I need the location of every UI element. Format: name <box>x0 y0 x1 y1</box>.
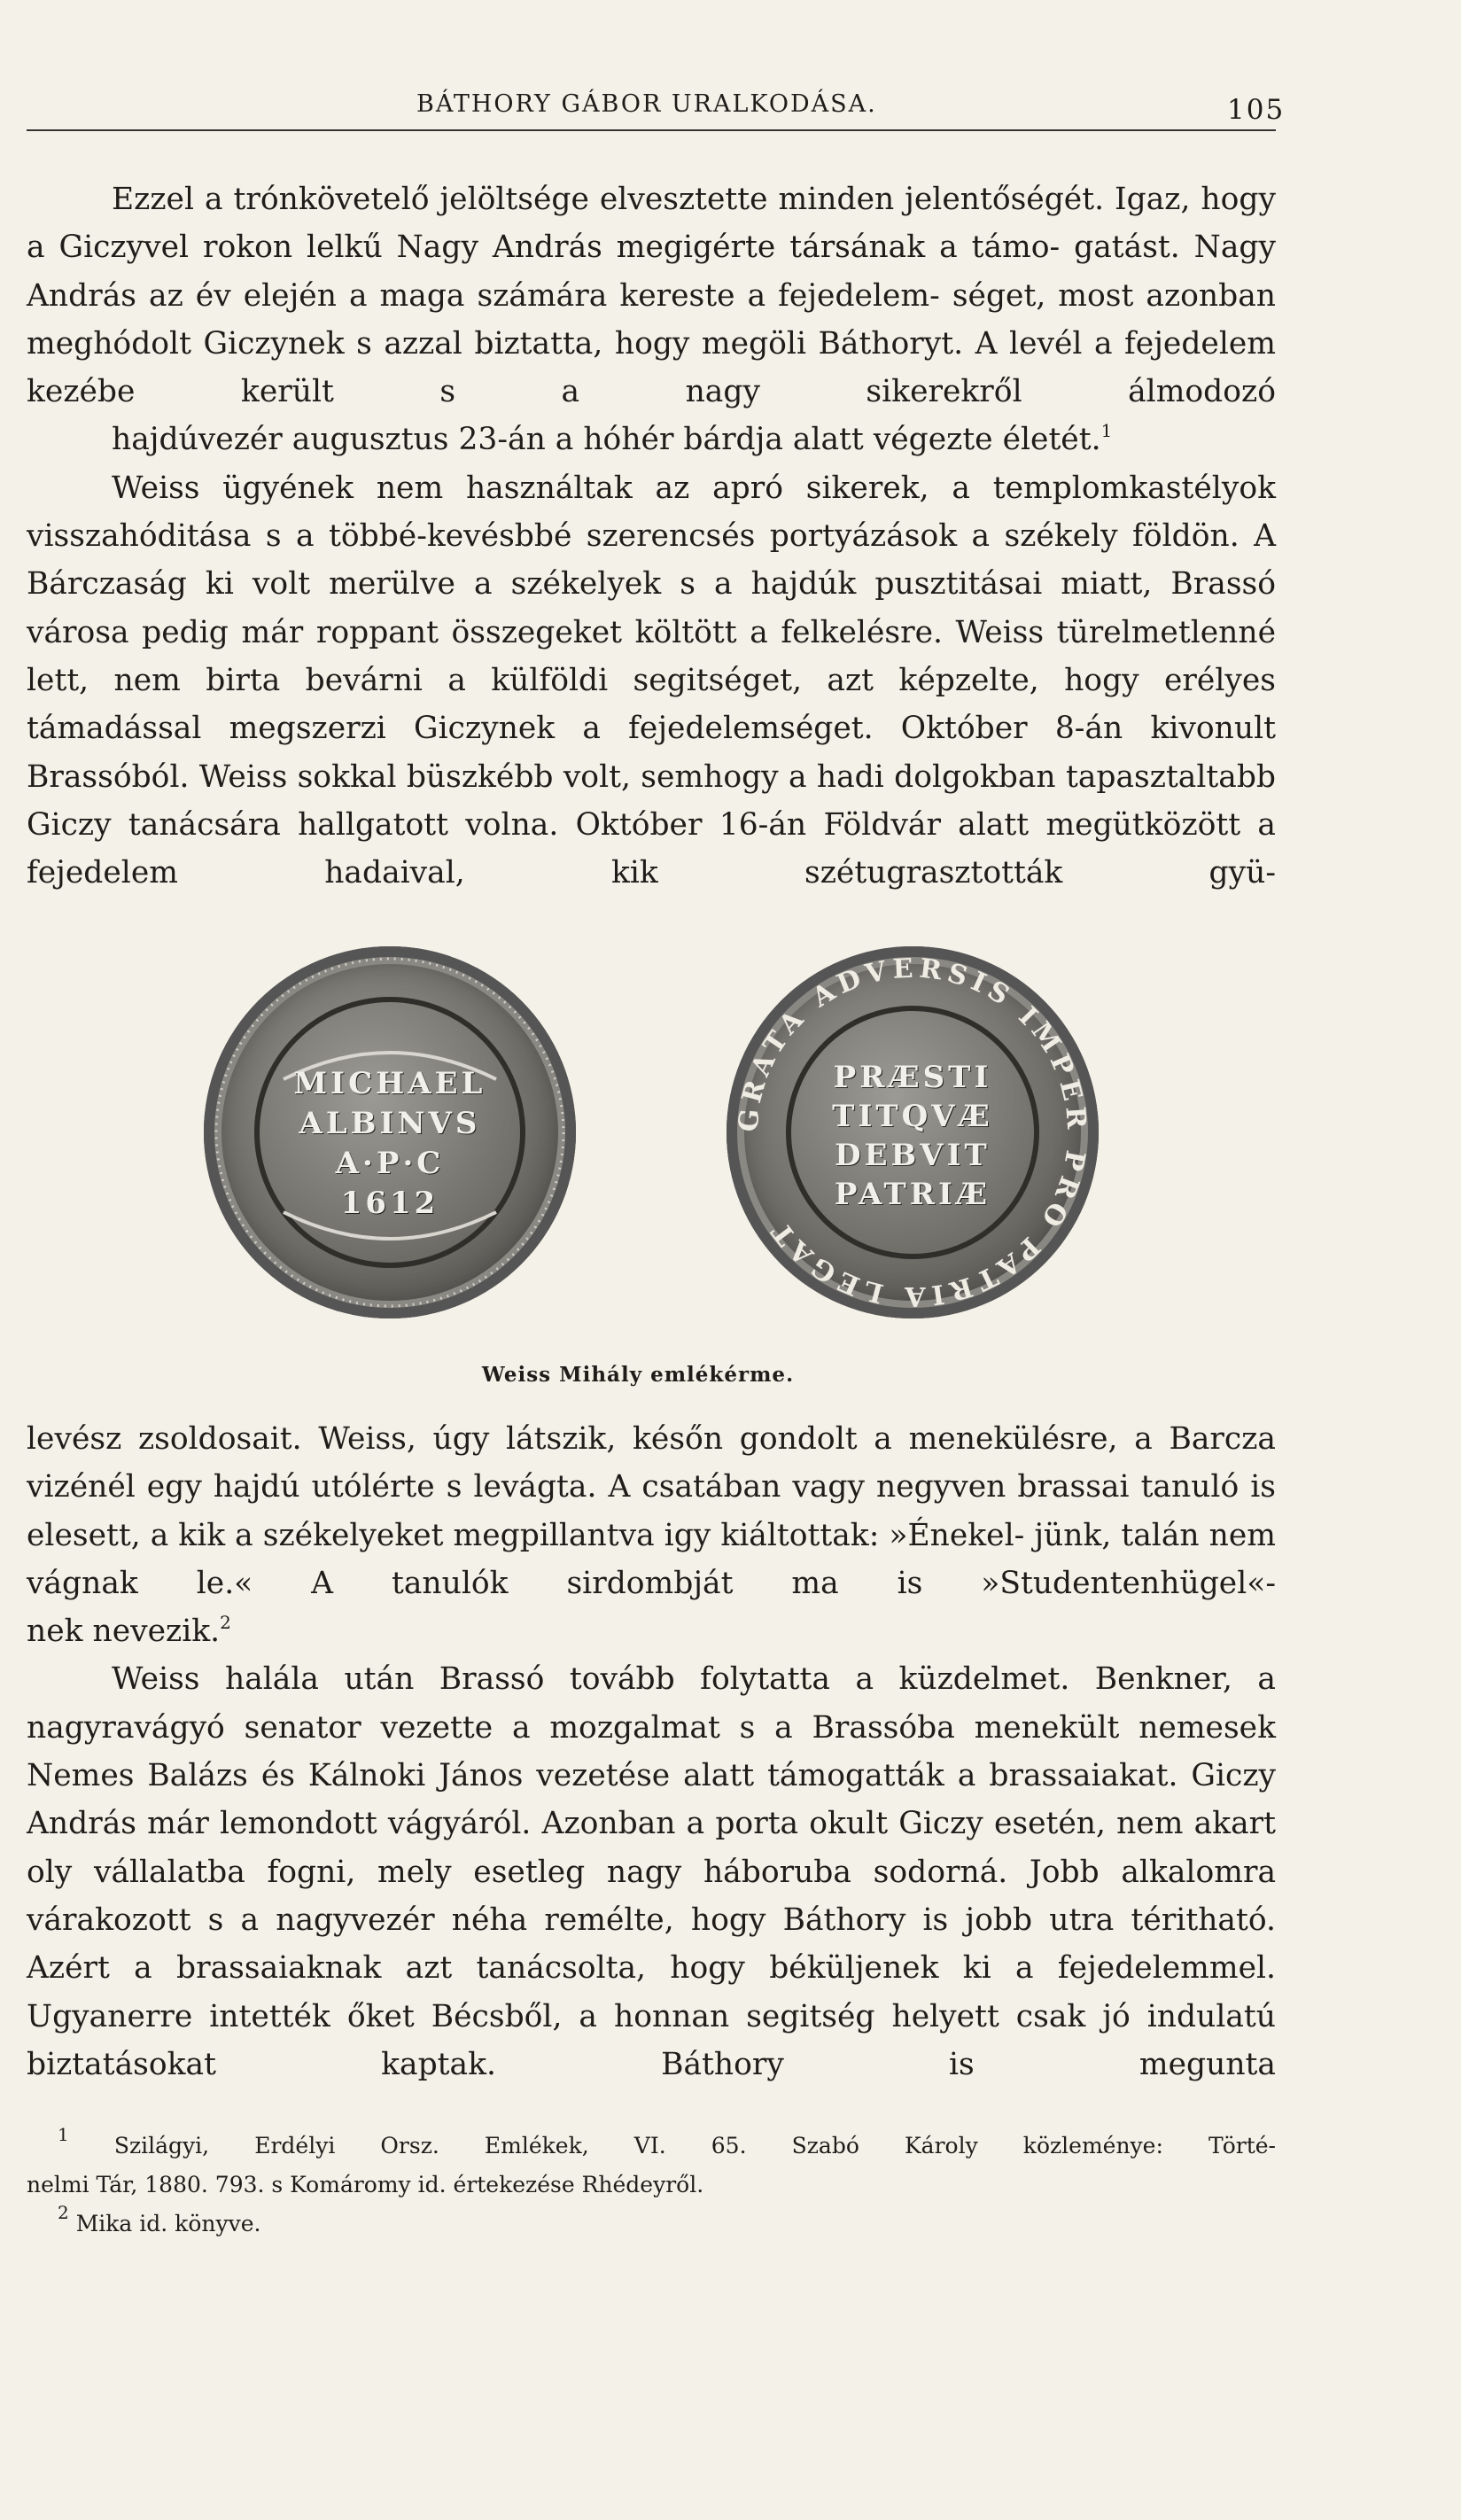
obverse-text-line: A·P·C <box>335 1146 445 1181</box>
footnote-mark: 1 <box>58 2124 69 2145</box>
text-line: jünk, talán nem vágnak le.« A tanulók sirdombját ma is »Studentenhügel«- <box>27 1517 1276 1601</box>
paragraph-3 <box>27 1415 1276 1655</box>
text-line: Ezzel a trónkövetelő jelöltsége elvesztette minden jelentőségét. Igaz, <box>112 182 1191 217</box>
footnote-1-continued <box>27 2166 1276 2205</box>
text-line: vizénél egy hajdú utólérte s levágta. A csatában vagy negyven brassai <box>27 1469 1130 1505</box>
paragraph-last-line <box>27 416 1276 463</box>
reverse-text-line: PRÆSTI <box>833 1060 992 1095</box>
text-line: hogy erélyes támadással megszerzi Giczynek a fejedelemséget. Október <box>27 662 1276 747</box>
text-line: Báthoryt. A levél a fejedelem kezébe került s a nagy sikerekről álmodozó <box>27 325 1276 410</box>
text-line: Weiss halála után Brassó tovább folytatta a küzdelmet. Benkner, a <box>112 1661 1276 1698</box>
paragraph-last-line <box>27 1607 1276 1655</box>
footnotes <box>27 2124 1277 2244</box>
text-line: hajdúvezér augusztus 23-án a hóhér bárdja alatt végezte életét. <box>112 422 1101 458</box>
text-line: hogy a Giczyvel rokon lelkű Nagy András megigérte társának a támo- <box>27 182 1276 266</box>
text-line: visszahóditása s a többé-kevésbbé szerencsés portyázások a székely földön. <box>27 518 1240 555</box>
footnote-2 <box>27 2202 1276 2244</box>
text-line: séget, most azonban meghódolt Giczynek s azzal biztatta, hogy megöli <box>27 277 1276 362</box>
paragraph-4 <box>27 1655 1276 2088</box>
paragraph-1 <box>27 175 1276 464</box>
text-line: nagyravágyó senator vezette a mozgalmat s a Brassóba menekült nemesek <box>27 1709 1276 1746</box>
paragraph-2 <box>27 464 1276 898</box>
reverse-text-line: DEBVIT <box>835 1138 991 1173</box>
text-line: Báthory is jobb utra téritható. Azért a brassaiaknak azt tanácsolta, hogy <box>27 1902 1276 1987</box>
obverse-text-line: MICHAEL <box>293 1066 486 1101</box>
text-line: esetén, nem akart oly vállalatba fogni, mely esetleg nagy háboruba <box>27 1806 1276 1890</box>
footnote-text: Mika id. könyve. <box>75 2211 261 2236</box>
footnote-text: Szilágyi, Erdélyi Orsz. Emlékek, VI. 65. Szabó Károly közleménye: Törté- <box>113 2133 1277 2158</box>
footnote-ref-1[interactable]: 1 <box>1100 420 1113 442</box>
text-line: Földvár alatt megütközött a fejedelem hadaival, kik szétugrasztották gyü- <box>27 806 1277 891</box>
text-line: türelmetlenné lett, nem birta bevárni a külföldi segitséget, azt képzelte, <box>27 614 1277 698</box>
obverse-text-line: 1612 <box>340 1186 439 1221</box>
text-block-bottom <box>27 1415 1276 2088</box>
text-line: Weiss ügyének nem használtak az apró sikerek, a templomkastélyok <box>112 470 1276 506</box>
obverse-text-line: ALBINVS <box>299 1106 481 1141</box>
running-title: BÁTHORY GÁBOR URALKODÁSA. <box>416 90 877 118</box>
text-line: sodorná. Jobb alkalomra várakozott s a nagyvezér néha remélte, hogy <box>27 1854 1277 1938</box>
running-head <box>27 82 1286 135</box>
medal-reverse-image <box>727 946 1099 1318</box>
footnote-1 <box>27 2124 1277 2166</box>
figure-caption: Weiss Mihály emlékérme. <box>481 1363 795 1387</box>
reverse-text-line: PATRIÆ <box>834 1177 991 1212</box>
text-line: Giczy András már lemondott vágyáról. Azonban a porta okult Giczy <box>27 1758 1277 1842</box>
footnote-ref-2[interactable]: 2 <box>220 1612 231 1634</box>
text-line: tanuló is elesett, a kik a székelyeket megpillantva igy kiáltottak: »Énekel- <box>27 1469 1277 1553</box>
medal-obverse-image <box>204 946 576 1318</box>
text-block-top <box>27 175 1276 897</box>
reverse-rim-inscription: GRATA ADVERSIS IMPER PRO PATRIA LEGAT <box>733 953 1092 1312</box>
header-rule <box>27 129 1276 131</box>
text-line: béküljenek ki a fejedelemmel. Ugyanerre intették őket Bécsből, a honnan <box>27 1950 1277 2034</box>
reverse-text-line: TITQVÆ <box>832 1099 993 1134</box>
text-line: dolgokban tapasztaltabb Giczy tanácsára hallgatott volna. Október 16-án <box>27 758 1277 843</box>
footnote-mark: 2 <box>58 2202 69 2223</box>
text-line: segitség helyett csak jó indulatú biztatásokat kaptak. Báthory is megunta <box>27 1998 1276 2082</box>
footnote-text: nelmi Tár, 1880. 793. s Komáromy id. értekezése Rhédeyről. <box>27 2172 704 2197</box>
medal-figure <box>177 946 1223 1407</box>
text-line: levész zsoldosait. Weiss, úgy látszik, későn gondolt a menekülésre, a Barcza <box>27 1421 1276 1457</box>
text-line: A Bárczaság ki volt merülve a székelyek s a hajdúk pusztitásai miatt, <box>27 518 1277 603</box>
page-number: 105 <box>1227 94 1286 126</box>
text-line: 8-án kivonult Brassóból. Weiss sokkal büszkébb volt, semhogy a hadi <box>27 711 1276 795</box>
text-line: nek nevezik. <box>27 1614 221 1650</box>
text-line: gatást. Nagy András az év elején a maga számára kereste a fejedelem- <box>27 229 1276 314</box>
text-line: Brassó városa pedig már roppant összegeket költött a felkelésre. Weiss <box>27 566 1276 650</box>
text-line: Nemes Balázs és Kálnoki János vezetése alatt támogatták a brassaiakat. <box>27 1758 1178 1794</box>
